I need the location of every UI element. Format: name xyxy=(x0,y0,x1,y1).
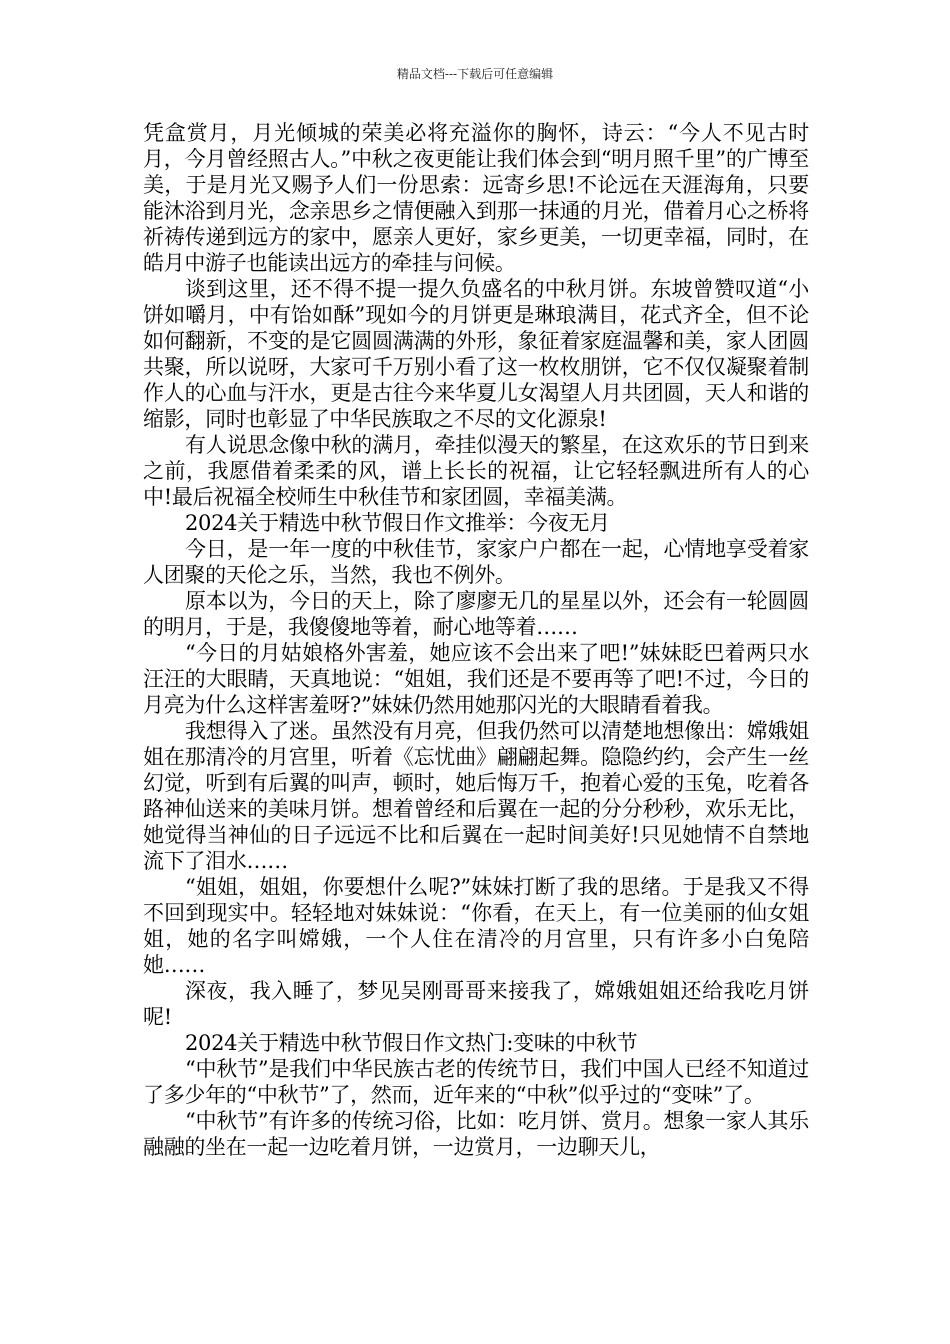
paragraph-5: 原本以为，今日的天上，除了廖廖无几的星星以外，还会有一轮圆圆的明月，于是，我傻傻地等着，耐心地等着…… xyxy=(143,589,809,639)
paragraph-8: “姐姐，姐姐，你要想什么呢?”妹妹打断了我的思绪。于是我又不得不回到现实中。轻轻地对妹妹说：“你看，在天上，有一位美丽的仙女姐姐，她的名字叫嫦娥，一个人住在清冷的月宫里，只有许多小白兔陪她…… xyxy=(143,875,809,977)
paragraph-11: “中秋节”有许多的传统习俗，比如：吃月饼、赏月。想象一家人其乐融融的坐在一起一边吃着月饼，一边赏月，一边聊天儿， xyxy=(143,1109,809,1159)
paragraph-7: 我想得入了迷。虽然没有月亮，但我仍然可以清楚地想像出：嫦娥姐姐在那清冷的月宫里，听着《忘忧曲》翩翩起舞。隐隐约约，会产生一丝幻觉，听到有后翼的叫声，顿时，她后悔万千，抱着心爱的玉兔，吃着各路神仙送来的美味月饼。想着曾经和后翼在一起的分分秒秒，欢乐无比，她觉得当神仙的日子远远不比和后翼在一起时间美好!只见她情不自禁地流下了泪水…… xyxy=(143,719,809,873)
paragraph-9: 深夜，我入睡了，梦见吴刚哥哥来接我了，嫦娥姐姐还给我吃月饼呢! xyxy=(143,979,809,1029)
paragraph-1: 凭盒赏月，月光倾城的荣美必将充溢你的胸怀，诗云：“今人不见古时月，今月曾经照古人。”中秋之夜更能让我们体会到“明月照千里”的广博至美，于是月光又赐予人们一份思索：远寄乡思!不论远在天涯海角，只要能沐浴到月光，念亲思乡之情便融入到那一抹通的月光，借着月心之桥将祈祷传递到远方的家中，愿亲人更好，家乡更美，一切更幸福，同时，在皓月中游子也能读出远方的牵挂与问候。 xyxy=(143,121,809,275)
page-header: 精品文档---下载后可任意编辑 xyxy=(396,67,554,81)
paragraph-2: 谈到这里，还不得不提一提久负盛名的中秋月饼。东坡曾赞叹道“小饼如嚼月，中有饴如酥”现如今的月饼更是琳琅满目，花式齐全，但不论如何翻新，不变的是它圆圆满满的外形，象征着家庭温馨和美，家人团圆共聚，所以说呀，大家可千万别小看了这一枚枚朋饼，它不仅仅凝聚着制作人的心血与汗水，更是古往今来华夏儿女渴望人月共团圆，天人和谐的缩影，同时也彰显了中华民族取之不尽的文化源泉! xyxy=(143,277,809,431)
section-heading-2: 2024关于精选中秋节假日作文热门:变味的中秋节 xyxy=(185,1031,638,1055)
paragraph-6: “今日的月姑娘格外害羞，她应该不会出来了吧!”妹妹眨巴着两只水汪汪的大眼睛，天真地说：“姐姐，我们还是不要再等了吧!不过，今日的月亮为什么这样害羞呀?”妹妹仍然用她那闪光的大眼睛看着我。 xyxy=(143,641,809,717)
document-body xyxy=(143,120,809,1160)
paragraph-4: 今日，是一年一度的中秋佳节，家家户户都在一起，心情地享受着家人团聚的天伦之乐，当然，我也不例外。 xyxy=(143,537,809,587)
paragraph-10: “中秋节”是我们中华民族古老的传统节日，我们中国人已经不知道过了多少年的“中秋节”了，然而，近年来的“中秋”似乎过的“变味”了。 xyxy=(143,1057,809,1107)
section-heading-1: 2024关于精选中秋节假日作文推举：今夜无月 xyxy=(185,511,610,535)
paragraph-3: 有人说思念像中秋的满月，牵挂似漫天的繁星，在这欢乐的节日到来之前，我愿借着柔柔的风，谱上长长的祝福，让它轻轻飘进所有人的心中!最后祝福全校师生中秋佳节和家团圆，幸福美满。 xyxy=(143,433,809,509)
